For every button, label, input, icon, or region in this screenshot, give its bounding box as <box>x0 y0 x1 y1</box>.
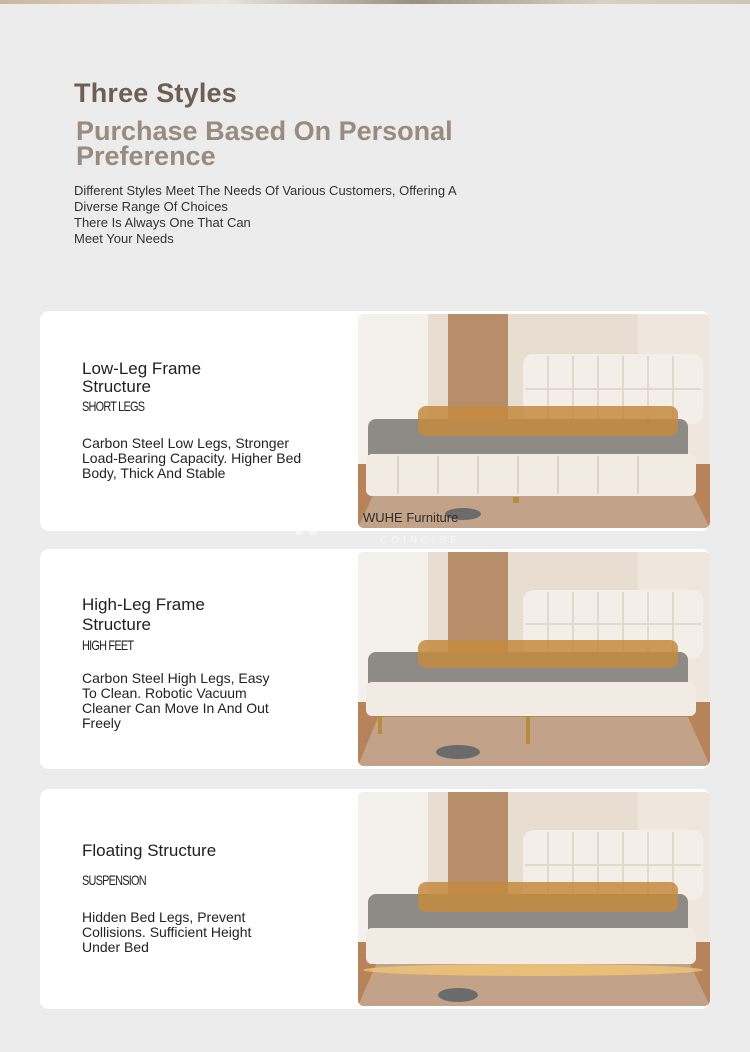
card-title: High-Leg Frame <box>82 595 205 614</box>
bed-photo-illustration <box>358 552 710 766</box>
bed-photo <box>358 552 710 766</box>
bed-photo <box>358 314 710 528</box>
section-subtitle: Purchase Based On Personal Preference <box>76 116 453 171</box>
card-tag: SUSPENSION <box>82 872 146 888</box>
watermark-logo: W <box>290 505 325 543</box>
style-card-high-leg <box>40 549 710 769</box>
card-title: Low-Leg Frame <box>82 359 202 378</box>
description-line: Meet Your Needs <box>74 231 174 246</box>
card-description: Carbon Steel High Legs, Easy To Clean. Robotic Vacuum Cleaner Can Move In And Out Freely <box>82 670 270 731</box>
bed-photo-illustration <box>358 792 710 1006</box>
bed-photo <box>358 792 710 1006</box>
description-line: There Is Always One That Can <box>74 215 251 230</box>
style-card-low-leg <box>40 311 710 531</box>
watermark-text: COINCIDE <box>380 535 461 546</box>
section-description <box>74 183 504 247</box>
description-line: Diverse Range Of Choices <box>74 199 228 214</box>
card-title-line2: Structure <box>82 377 151 396</box>
card-text <box>82 842 332 955</box>
card-tag: HIGH FEET <box>82 637 134 653</box>
card-description: Carbon Steel Low Legs, Stronger Load-Bearing Capacity. Higher Bed Body, Thick And Stable <box>82 435 302 481</box>
brand-label: WUHE Furniture <box>363 510 459 525</box>
card-title: Floating Structure <box>82 841 217 860</box>
card-text <box>82 360 332 481</box>
section-header <box>74 78 634 247</box>
card-tag: SHORT LEGS <box>82 398 145 414</box>
top-image-strip <box>0 0 750 4</box>
style-card-floating <box>40 789 710 1009</box>
section-title: Three Styles <box>74 78 237 108</box>
card-title-line2: Structure <box>82 615 151 634</box>
description-line: Different Styles Meet The Needs Of Various Customers, Offering A <box>74 183 457 198</box>
card-text <box>82 595 332 731</box>
card-description: Hidden Bed Legs, Prevent Collisions. Sufficient Height Under Bed <box>82 909 252 955</box>
bed-photo-illustration <box>358 314 710 528</box>
